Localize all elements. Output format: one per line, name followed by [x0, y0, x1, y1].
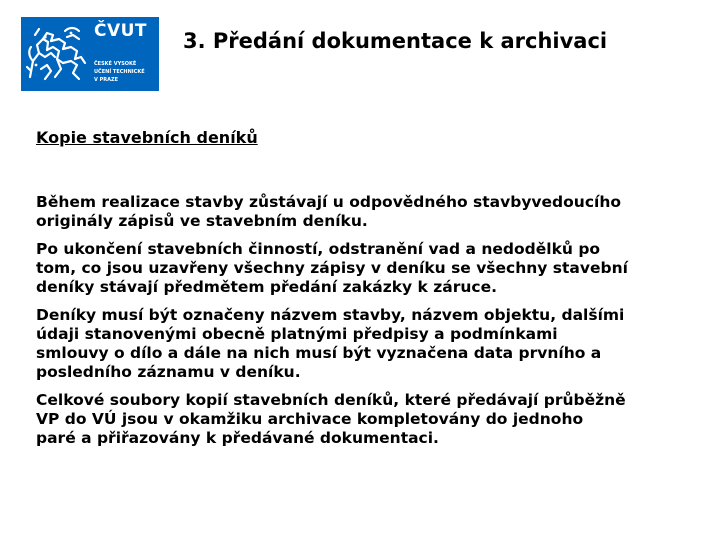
cvut-logo — [21, 17, 159, 91]
page-title: 3. Předání dokumentace k archivaci — [183, 29, 608, 53]
paragraph: Po ukončení stavebních činností, odstranění vad a nedodělků po tom, co jsou uzavřeny všechny zápisy v deníku se všechny stavební deníky stávají předmětem předání zakázky k záruce. — [36, 240, 628, 296]
logo-wordmark: ČVUT — [94, 21, 148, 41]
section-heading: Kopie stavebních deníků — [36, 128, 258, 147]
lion-emblem-icon — [21, 17, 91, 91]
content-body — [36, 193, 708, 457]
paragraph: Během realizace stavby zůstávají u odpovědného stavbyvedoucího originály zápisů ve stavebním deníku. — [36, 193, 622, 230]
paragraph: Celkové soubory kopií stavebních deníků, které předávají průběžně VP do VÚ jsou v okamžiku archivace kompletovány do jednoho paré a přiřazovány k předávané dokumentaci. — [36, 391, 626, 447]
logo-subtitle-line: UČENÍ TECHNICKÉ — [94, 69, 145, 75]
logo-subtitle-line: V PRAZE — [94, 77, 119, 83]
logo-subtitle — [94, 60, 145, 84]
paragraph: Deníky musí být označeny názvem stavby, názvem objektu, dalšími údaji stanovenými obecně platnými předpisy a podmínkami smlouvy o dílo a dále na nich musí být vyznačena data prvního a posledního záznamu v deníku. — [36, 306, 625, 381]
logo-subtitle-line: ČESKÉ VYSOKÉ — [94, 61, 137, 67]
